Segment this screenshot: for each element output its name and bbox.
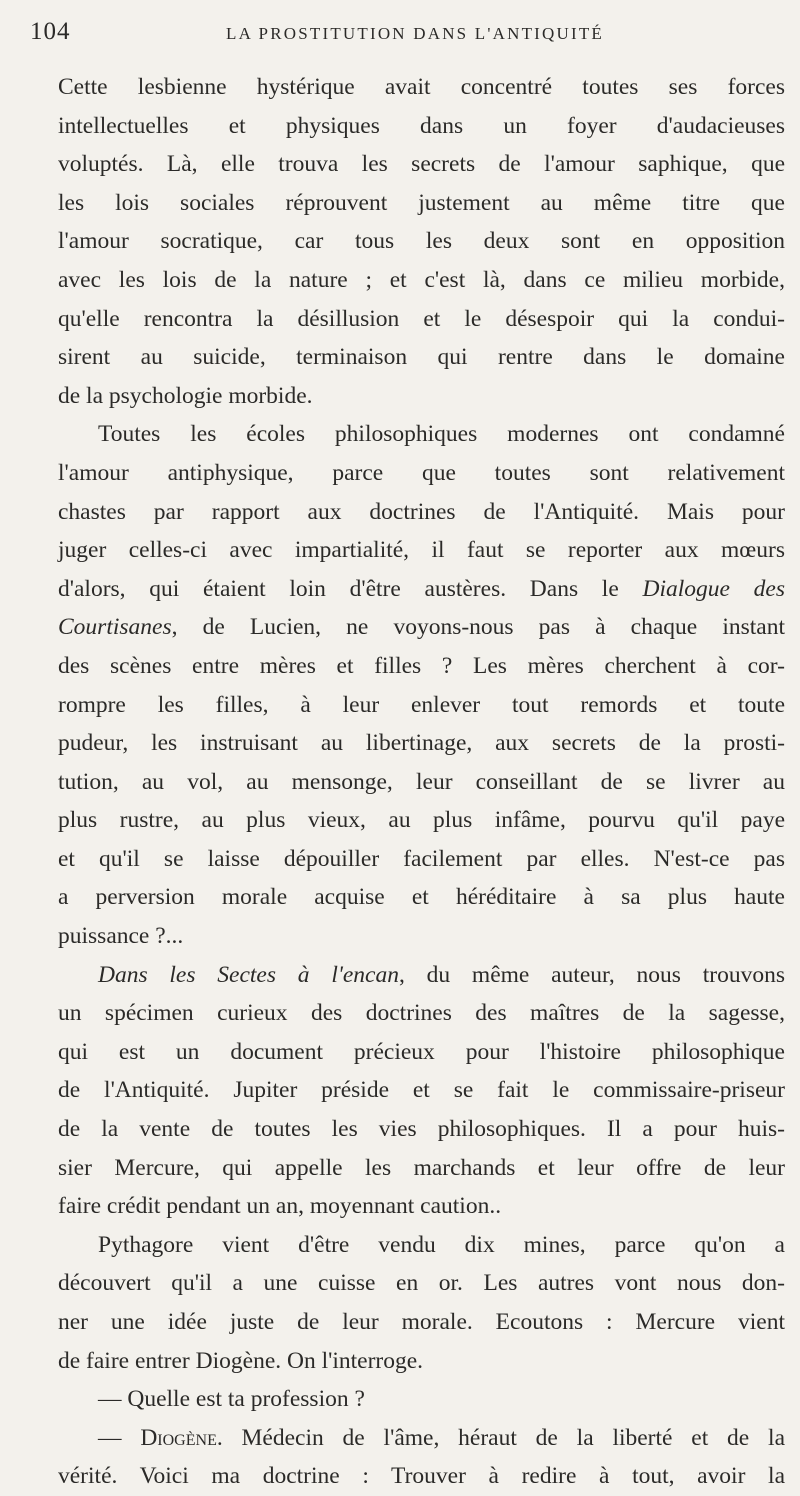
text-line: un spécimen curieux des doctrines des maîtres de la sagesse, — [58, 1000, 785, 1027]
text-line: chastes par rapport aux doctrines de l'Antiquité. Mais pour — [58, 498, 785, 525]
text-segment: . Médecin de l'âme, héraut de la liberté et de la — [216, 1424, 786, 1451]
text-line: faire crédit pendant un an, moyennant caution.. — [58, 1193, 502, 1220]
text-line: avec les lois de la nature ; et c'est là, dans ce milieu morbide, — [58, 266, 785, 293]
text-line: vérité. Voici ma doctrine : Trouver à redire à tout, avoir la — [58, 1463, 785, 1490]
text-line: sier Mercure, qui appelle les marchands et leur offre de leur — [58, 1154, 785, 1181]
text-segment: , du même auteur, nous trouvons — [398, 961, 785, 988]
text-line — [58, 956, 785, 995]
text-segment: — — [98, 1424, 141, 1451]
text-line: sirent au suicide, terminaison qui rentre dans le domaine — [58, 344, 785, 371]
text-line: l'amour socratique, car tous les deux sont en opposition — [58, 228, 785, 255]
text-segment: d'alors, qui étaient loin d'être austères. Dans le — [58, 575, 643, 602]
text-line — [58, 1419, 785, 1458]
text-line: des scènes entre mères et filles ? Les mères cherchent à cor- — [58, 652, 785, 679]
text-line: découvert qu'il a une cuisse en or. Les autres vont nous don- — [58, 1270, 785, 1297]
text-line: pudeur, les instruisant au libertinage, aux secrets de la prosti- — [58, 730, 785, 757]
text-line: qu'elle rencontra la désillusion et le désespoir qui la condui- — [58, 305, 785, 332]
text-line: de l'Antiquité. Jupiter préside et se fait le commissaire-priseur — [58, 1077, 785, 1104]
text-line: Pythagore vient d'être vendu dix mines, parce qu'on a — [98, 1231, 785, 1258]
work-title-italic: Dialogue des — [642, 575, 785, 602]
text-line: ner une idée juste de leur morale. Ecoutons : Mercure vient — [58, 1309, 785, 1335]
text-line: les lois sociales réprouvent justement au même titre que — [58, 189, 785, 216]
text-line: a perversion morale acquise et héréditaire à sa plus haute — [58, 884, 785, 911]
text-line: qui est un document précieux pour l'histoire philosophique — [58, 1038, 785, 1065]
body-text — [58, 68, 785, 1496]
text-line: intellectuelles et physiques dans un foyer d'audacieuses — [58, 112, 785, 139]
work-title-italic: Courtisanes — [58, 614, 172, 641]
text-line — [58, 608, 785, 647]
text-line: — Quelle est ta profession ? — [98, 1386, 365, 1413]
text-line: plus rustre, au plus vieux, au plus infâme, pourvu qu'il paye — [58, 807, 785, 834]
text-line: de la vente de toutes les vies philosophiques. Il a pour huis- — [58, 1116, 785, 1143]
running-head — [30, 18, 780, 58]
work-title-italic: Dans les Sectes à l'encan — [98, 961, 399, 988]
text-line — [58, 570, 785, 609]
text-line: puissance ?... — [58, 923, 184, 950]
text-line: juger celles-ci avec impartialité, il faut se reporter aux mœurs — [58, 537, 785, 564]
text-line: rompre les filles, à leur enlever tout remords et toute — [58, 691, 785, 718]
text-line: et qu'il se laisse dépouiller facilement par elles. N'est-ce pas — [58, 845, 785, 872]
speaker-name: Diogène — [140, 1424, 217, 1451]
text-line: l'amour antiphysique, parce que toutes sont relativement — [58, 459, 785, 486]
text-line: de faire entrer Diogène. On l'interroge. — [58, 1347, 424, 1374]
text-line: de la psychologie morbide. — [58, 382, 313, 409]
page-number: 104 — [30, 18, 71, 45]
text-segment: , de Lucien, ne voyons-nous pas à chaque instant — [171, 614, 785, 641]
text-line: Cette lesbienne hystérique avait concentré toutes ses forces — [58, 74, 785, 100]
running-title: LA PROSTITUTION DANS L'ANTIQUITÉ — [225, 24, 605, 43]
text-line: tution, au vol, au mensonge, leur conseillant de se livrer au — [58, 768, 785, 795]
text-line: voluptés. Là, elle trouva les secrets de l'amour saphique, que — [58, 151, 785, 178]
text-line: Toutes les écoles philosophiques modernes ont condamné — [98, 421, 785, 448]
